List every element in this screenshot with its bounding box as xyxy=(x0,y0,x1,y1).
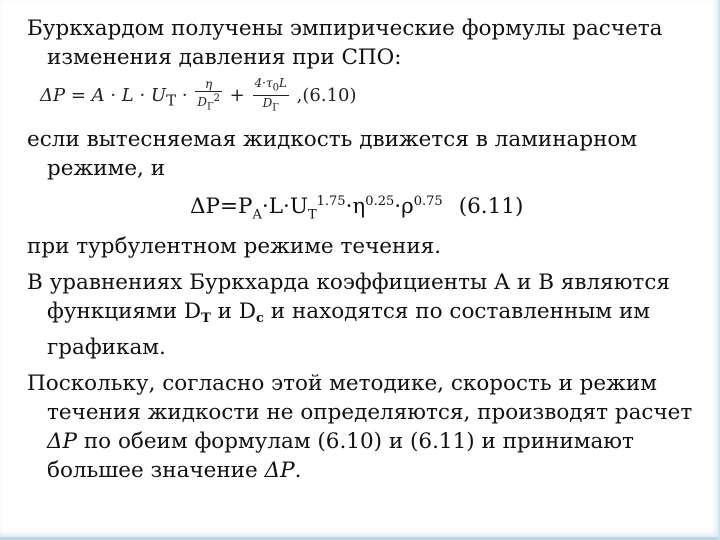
fraction-2-den-sub: Г xyxy=(272,102,279,114)
fraction-2-denominator: D xyxy=(262,96,273,111)
formula-6-10-dot: · xyxy=(181,84,188,106)
p4-text-3: и находятся по составленным им графикам. xyxy=(47,299,651,360)
p5-delta-p-2: ΔP xyxy=(264,458,295,483)
paragraph-coefficients xyxy=(27,268,697,362)
formula-6-11-part-rho: ·ρ xyxy=(394,194,414,220)
p4-text-1: В уравнениях Буркхарда коэффициенты А и В являются функциями D xyxy=(27,270,670,324)
formula-6-10-number: ,(6.10) xyxy=(296,84,357,106)
formula-6-10-lhs: ΔP = A · L · U xyxy=(40,84,167,106)
fraction-1-den-sub: Г xyxy=(206,101,214,113)
formula-6-11-exp-eta: 0.25 xyxy=(365,194,395,209)
paragraph-turbulent: при турбулентном режиме течения. xyxy=(27,234,442,259)
paragraph-intro: Буркхардом получены эмпирические формулы расчета изменения давления при СПО: xyxy=(27,16,663,70)
paragraph-laminar: если вытесняемая жидкость движется в ламинарном режиме, и xyxy=(27,127,638,181)
fraction-1-numerator: η xyxy=(205,77,213,92)
fraction-1-den-sup: 2 xyxy=(213,93,220,105)
formula-6-10-fraction-2 xyxy=(253,76,289,116)
formula-6-11-part-eta: ·η xyxy=(345,194,366,220)
p5-text-3: . xyxy=(294,458,302,483)
formula-6-11 xyxy=(190,194,523,222)
fraction-1-denominator: D xyxy=(197,95,207,110)
formula-6-10-fraction-1 xyxy=(195,77,222,114)
formula-6-11-sub-a: A xyxy=(252,207,262,223)
formula-6-11-sub-t: T xyxy=(307,207,317,223)
p5-delta-p-1: ΔP xyxy=(47,429,77,454)
formula-6-11-exp-u: 1.75 xyxy=(316,194,346,209)
formula-6-10-plus: + xyxy=(229,84,245,106)
formula-6-11-number: (6.11) xyxy=(458,194,524,220)
p4-sub-c: c xyxy=(256,311,264,326)
p4-text-2: и D xyxy=(210,299,257,324)
formula-6-10 xyxy=(40,76,357,116)
formula-6-11-part-b: ·L·U xyxy=(261,194,308,220)
fraction-2-numerator: 4·τ xyxy=(254,76,273,90)
paragraph-conclusion xyxy=(27,369,697,485)
formula-6-11-exp-rho: 0.75 xyxy=(413,194,443,209)
fraction-2-num-tail: L xyxy=(278,76,287,90)
formula-6-10-lhs-sub: T xyxy=(166,91,177,110)
formula-6-11-part-a: ΔP=P xyxy=(190,194,253,220)
p5-text-1: Поскольку, согласно этой методике, скорость и режим течения жидкости не определяются, производят расчет xyxy=(27,371,693,425)
p4-sub-t: T xyxy=(201,311,211,326)
fraction-2-num-sub: 0 xyxy=(272,82,279,94)
p5-text-2: по обеим формулам (6.10) и (6.11) и принимают большее значение xyxy=(47,429,634,483)
